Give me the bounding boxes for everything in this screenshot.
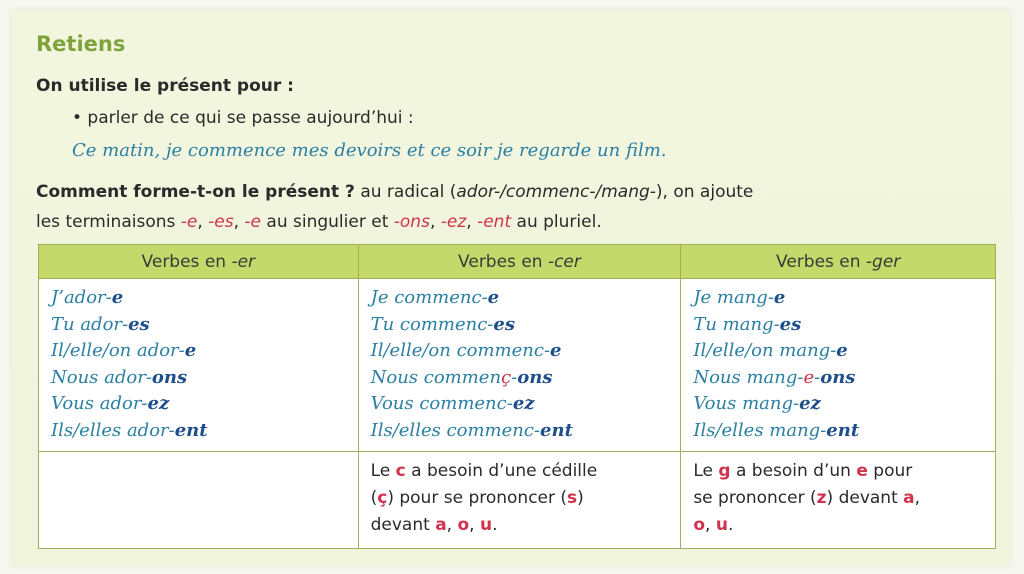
g-note: Le g a besoin d’un e pour se prononcer (z) devant a, o, u. xyxy=(693,461,921,535)
conjugation-line: Je mang-e xyxy=(693,287,786,308)
cedilla-note: Le c a besoin d’une cédille (ç) pour se prononcer (s) devant a, o, u. xyxy=(370,461,598,535)
header-ger: Verbes en -ger xyxy=(681,245,996,279)
conjugation-line: Nous mang-e-ons xyxy=(693,366,856,388)
conjugation-line: Tu commenc-es xyxy=(370,313,515,335)
conjugation-line: Ils/elles ador-ent xyxy=(51,419,208,441)
lesson-page xyxy=(12,10,1010,566)
conjugation-line: J’ador-e xyxy=(51,287,124,308)
conjugation-line: Il/elle/on commenc-e xyxy=(370,340,562,362)
section-title: Retiens xyxy=(36,32,126,56)
conjugation-line: Nous ador-ons xyxy=(51,366,188,388)
conjugation-line: Ils/elles commenc-ent xyxy=(370,419,573,441)
cell-ger-forms xyxy=(681,279,996,452)
header-cer: Verbes en -cer xyxy=(358,245,681,279)
conjugation-line: Vous commenc-ez xyxy=(370,393,535,415)
bullet-point: • parler de ce qui se passe aujourd’hui : xyxy=(72,108,414,128)
header-er: Verbes en -er xyxy=(39,245,359,279)
conjugation-line: Je commenc-e xyxy=(370,287,500,308)
conjugation-line: Ils/elles mang-ent xyxy=(693,419,860,441)
table-row xyxy=(39,279,996,452)
formation-question: Comment forme-t-on le présent ? au radical (ador-/commenc-/mang-), on ajoute xyxy=(36,182,754,202)
cell-er-forms xyxy=(39,279,359,452)
cell-cer-forms xyxy=(358,279,681,452)
conjugation-line: Vous mang-ez xyxy=(693,393,821,415)
intro-line: On utilise le présent pour : xyxy=(36,76,294,96)
conjugation-line: Nous commenç-ons xyxy=(370,366,553,388)
formation-endings: les terminaisons -e, -es, -e au singulier et -ons, -ez, -ent au pluriel. xyxy=(36,212,602,232)
cell-cer-note xyxy=(358,452,681,549)
conjugation-line: Il/elle/on mang-e xyxy=(693,340,848,362)
conjugation-table xyxy=(38,244,996,549)
cell-ger-note xyxy=(681,452,996,549)
cell-er-note xyxy=(39,452,359,549)
conjugation-line: Tu ador-es xyxy=(51,313,150,335)
conjugation-line: Il/elle/on ador-e xyxy=(51,340,197,362)
conjugation-line: Vous ador-ez xyxy=(51,393,170,415)
example-sentence: Ce matin, je commence mes devoirs et ce soir je regarde un film. xyxy=(72,140,667,161)
table-row xyxy=(39,452,996,549)
table-header-row xyxy=(39,245,996,279)
conjugation-line: Tu mang-es xyxy=(693,313,802,335)
